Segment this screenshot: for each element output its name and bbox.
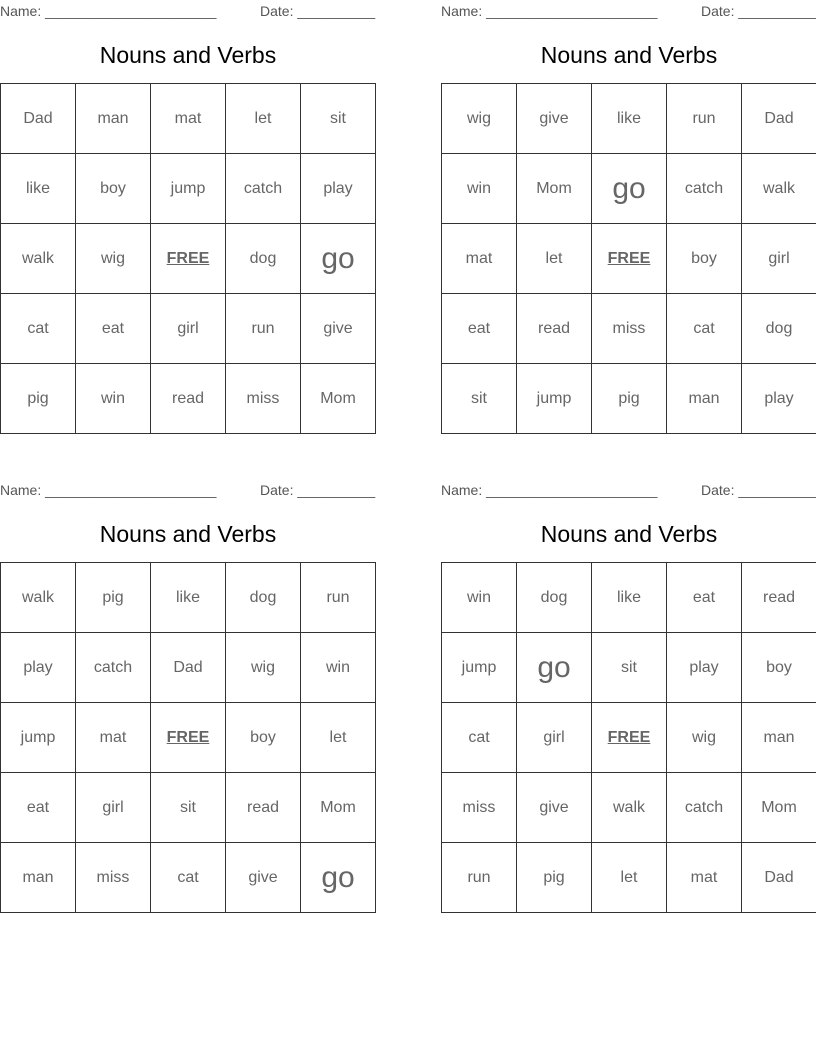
card-title: Nouns and Verbs xyxy=(540,521,718,547)
name-field-label: Name: ______________________ xyxy=(0,482,217,498)
bingo-cell: read xyxy=(517,294,592,364)
bingo-cell: girl xyxy=(517,703,592,773)
bingo-cell: like xyxy=(1,154,76,224)
bingo-cell: let xyxy=(517,224,592,294)
bingo-cell: mat xyxy=(151,84,226,154)
bingo-cell: man xyxy=(1,843,76,913)
name-field-label: Name: ______________________ xyxy=(441,482,658,498)
bingo-cell: boy xyxy=(742,633,816,703)
bingo-cell: boy xyxy=(226,703,301,773)
card-title: Nouns and Verbs xyxy=(540,42,718,68)
bingo-cell: pig xyxy=(76,563,151,633)
bingo-cell: like xyxy=(151,563,226,633)
name-field-label: Name: ______________________ xyxy=(0,3,217,19)
bingo-cell: man xyxy=(667,364,742,434)
bingo-cell: sit xyxy=(151,773,226,843)
bingo-cell: sit xyxy=(592,633,667,703)
bingo-cell: play xyxy=(742,364,816,434)
bingo-cell: give xyxy=(301,294,376,364)
bingo-cell: let xyxy=(301,703,376,773)
bingo-cell: mat xyxy=(667,843,742,913)
bingo-cell: go xyxy=(592,154,667,224)
bingo-cell: girl xyxy=(76,773,151,843)
bingo-cell: read xyxy=(742,563,816,633)
date-field-label: Date: __________ xyxy=(701,3,816,19)
bingo-cell: go xyxy=(517,633,592,703)
bingo-cell: eat xyxy=(442,294,517,364)
bingo-card xyxy=(441,0,816,407)
bingo-cell: walk xyxy=(1,563,76,633)
bingo-cell: play xyxy=(301,154,376,224)
bingo-cell: jump xyxy=(517,364,592,434)
bingo-grid xyxy=(0,562,376,913)
bingo-cell: walk xyxy=(742,154,816,224)
bingo-cell: play xyxy=(667,633,742,703)
bingo-cell: run xyxy=(301,563,376,633)
bingo-cell: wig xyxy=(667,703,742,773)
bingo-cell: like xyxy=(592,563,667,633)
bingo-cell: Dad xyxy=(742,84,816,154)
bingo-cell: give xyxy=(517,84,592,154)
bingo-cell: Mom xyxy=(301,364,376,434)
bingo-cell: win xyxy=(301,633,376,703)
bingo-card xyxy=(0,0,376,407)
bingo-cell: sit xyxy=(442,364,517,434)
bingo-card xyxy=(0,479,376,894)
card-header xyxy=(441,2,816,20)
bingo-cell: wig xyxy=(76,224,151,294)
card-header xyxy=(441,481,816,499)
bingo-cell: Mom xyxy=(742,773,816,843)
free-space-cell: FREE xyxy=(151,224,226,294)
bingo-cell: man xyxy=(76,84,151,154)
card-title: Nouns and Verbs xyxy=(99,521,277,547)
bingo-cell: mat xyxy=(76,703,151,773)
bingo-cell: Mom xyxy=(301,773,376,843)
bingo-cell: walk xyxy=(592,773,667,843)
bingo-grid xyxy=(441,562,816,913)
bingo-cell: read xyxy=(226,773,301,843)
bingo-cell: pig xyxy=(1,364,76,434)
bingo-cell: mat xyxy=(442,224,517,294)
card-header xyxy=(0,481,376,499)
bingo-cell: dog xyxy=(742,294,816,364)
bingo-cell: win xyxy=(76,364,151,434)
bingo-cell: run xyxy=(226,294,301,364)
bingo-cell: go xyxy=(301,843,376,913)
bingo-cell: cat xyxy=(151,843,226,913)
bingo-cell: boy xyxy=(76,154,151,224)
free-space-cell: FREE xyxy=(592,224,667,294)
bingo-cell: let xyxy=(226,84,301,154)
bingo-cell: cat xyxy=(1,294,76,364)
bingo-cell: cat xyxy=(667,294,742,364)
free-space-cell: FREE xyxy=(592,703,667,773)
bingo-grid xyxy=(0,83,376,434)
bingo-cell: wig xyxy=(442,84,517,154)
bingo-cell: catch xyxy=(226,154,301,224)
card-header xyxy=(0,2,376,20)
bingo-cell: run xyxy=(667,84,742,154)
bingo-card xyxy=(441,479,816,886)
bingo-cell: miss xyxy=(226,364,301,434)
bingo-cell: like xyxy=(592,84,667,154)
bingo-cell: let xyxy=(592,843,667,913)
free-space-cell: FREE xyxy=(151,703,226,773)
bingo-grid xyxy=(441,83,816,434)
bingo-cell: dog xyxy=(226,224,301,294)
bingo-cell: catch xyxy=(76,633,151,703)
bingo-cell: dog xyxy=(517,563,592,633)
bingo-cell: miss xyxy=(76,843,151,913)
date-field-label: Date: __________ xyxy=(260,3,376,19)
bingo-cell: boy xyxy=(667,224,742,294)
bingo-cell: read xyxy=(151,364,226,434)
bingo-cell: give xyxy=(517,773,592,843)
bingo-cell: man xyxy=(742,703,816,773)
bingo-cell: Mom xyxy=(517,154,592,224)
bingo-cell: miss xyxy=(592,294,667,364)
bingo-cell: sit xyxy=(301,84,376,154)
bingo-cell: go xyxy=(301,224,376,294)
bingo-cell: Dad xyxy=(151,633,226,703)
card-title: Nouns and Verbs xyxy=(99,42,277,68)
bingo-cell: girl xyxy=(742,224,816,294)
bingo-cell: wig xyxy=(226,633,301,703)
bingo-cell: eat xyxy=(76,294,151,364)
bingo-cell: Dad xyxy=(742,843,816,913)
bingo-cell: eat xyxy=(667,563,742,633)
bingo-cell: eat xyxy=(1,773,76,843)
date-field-label: Date: __________ xyxy=(260,482,376,498)
bingo-cell: jump xyxy=(151,154,226,224)
bingo-cell: jump xyxy=(1,703,76,773)
bingo-cell: jump xyxy=(442,633,517,703)
bingo-cell: win xyxy=(442,154,517,224)
bingo-cell: Dad xyxy=(1,84,76,154)
bingo-cell: walk xyxy=(1,224,76,294)
bingo-cell: catch xyxy=(667,773,742,843)
date-field-label: Date: __________ xyxy=(701,482,816,498)
bingo-cell: dog xyxy=(226,563,301,633)
bingo-cell: run xyxy=(442,843,517,913)
bingo-cell: win xyxy=(442,563,517,633)
bingo-cell: miss xyxy=(442,773,517,843)
bingo-cell: play xyxy=(1,633,76,703)
bingo-cell: give xyxy=(226,843,301,913)
bingo-cell: catch xyxy=(667,154,742,224)
name-field-label: Name: ______________________ xyxy=(441,3,658,19)
bingo-cell: cat xyxy=(442,703,517,773)
bingo-cell: girl xyxy=(151,294,226,364)
bingo-cell: pig xyxy=(517,843,592,913)
bingo-cell: pig xyxy=(592,364,667,434)
